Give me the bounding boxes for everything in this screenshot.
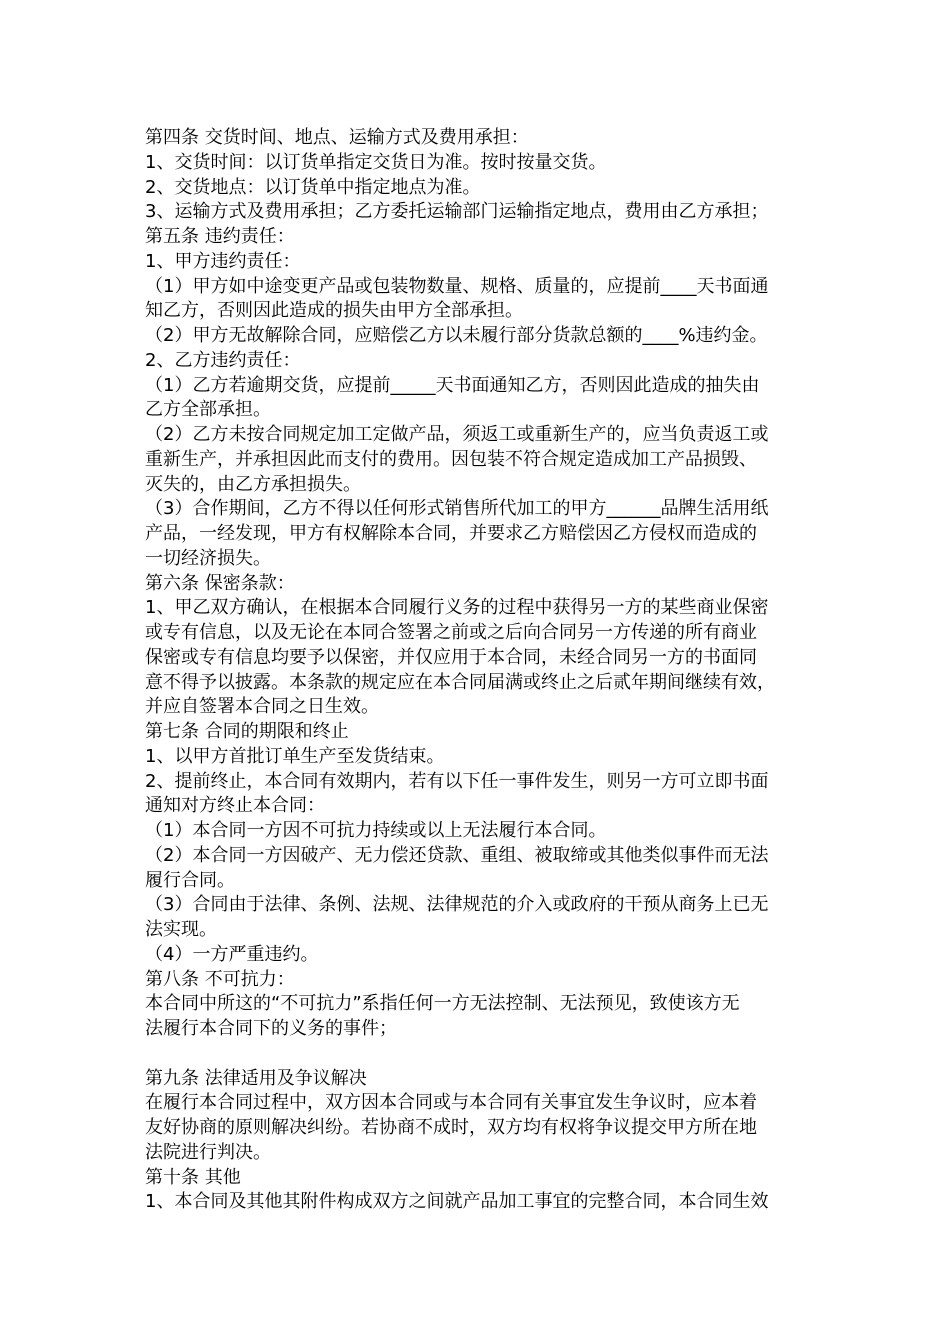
paragraph-line: （2）甲方无故解除合同，应赔偿乙方以未履行部分货款总额的____%违约金。: [145, 325, 768, 346]
paragraph-line: （2）乙方未按合同规定加工定做产品，须返工或重新生产的，应当负责返工或: [145, 424, 769, 445]
paragraph-line: （3）合同由于法律、条例、法规、法律规范的介入或政府的干预从商务上已无: [145, 894, 769, 916]
heading-article-8: 第八条 不可抗力：: [145, 968, 295, 990]
document-body: [145, 126, 820, 1215]
heading-article-10: 第十条 其他: [145, 1166, 241, 1188]
paragraph-line: 友好协商的原则解决纠纷。若协商不成时，双方均有权将争议提交甲方所在地: [145, 1117, 757, 1138]
paragraph-line: （3）合作期间，乙方不得以任何形式销售所代加工的甲方______品牌生活用纸: [145, 498, 769, 520]
paragraph-line: （1）甲方如中途变更产品或包装物数量、规格、质量的，应提前____天书面通: [145, 275, 769, 297]
paragraph-line: 并应自签署本合同之日生效。: [145, 696, 379, 718]
paragraph-line: 产品，一经发现，甲方有权解除本合同，并要求乙方赔偿因乙方侵权而造成的: [145, 523, 757, 544]
paragraph-line: 2、乙方违约责任：: [145, 349, 301, 371]
paragraph-line: 在履行本合同过程中，双方因本合同或与本合同有关事宜发生争议时，应本着: [145, 1092, 757, 1114]
paragraph-line: 一切经济损失。: [145, 547, 271, 569]
paragraph-line: 1、本合同及其他其附件构成双方之间就产品加工事宜的完整合同，本合同生效: [145, 1191, 769, 1213]
paragraph-line: 2、提前终止，本合同有效期内，若有以下任一事件发生，则另一方可立即书面: [145, 770, 769, 792]
paragraph-line: 履行合同。: [145, 869, 235, 891]
paragraph-line: （1）乙方若逾期交货，应提前_____天书面通知乙方，否则因此造成的抽失由: [145, 374, 760, 396]
heading-article-6: 第六条 保密条款：: [145, 572, 295, 594]
heading-article-4: 第四条 交货时间、地点、运输方式及费用承担：: [145, 127, 529, 148]
paragraph-line: 知乙方，否则因此造成的损失由甲方全部承担。: [145, 300, 523, 322]
paragraph-line: 1、甲方违约责任：: [145, 250, 301, 272]
paragraph-line: 法履行本合同下的义务的事件；: [145, 1018, 397, 1039]
paragraph-line: 法院进行判决。: [145, 1141, 271, 1163]
paragraph-line: （1）本合同一方因不可抗力持续或以上无法履行本合同。: [145, 820, 607, 841]
paragraph-line: 1、以甲方首批订单生产至发货结束。: [145, 745, 445, 767]
heading-article-9: 第九条 法律适用及争议解决: [145, 1067, 367, 1089]
heading-article-7: 第七条 合同的期限和终止: [145, 721, 349, 742]
paragraph-line: 重新生产，并承担因此而支付的费用。因包装不符合规定造成加工产品损毁、: [145, 448, 757, 470]
blank-line: [145, 1042, 820, 1067]
paragraph-line: 1、交货时间：以订货单指定交货日为准。按时按量交货。: [145, 151, 607, 173]
paragraph-line: 灭失的，由乙方承担损失。: [145, 473, 361, 495]
paragraph-line: 意不得予以披露。本条款的规定应在本合同届满或终止之后贰年期间继续有效，: [145, 671, 775, 693]
paragraph-line: 3、运输方式及费用承担；乙方委托运输部门运输指定地点，费用由乙方承担；: [145, 201, 769, 223]
paragraph-line: 或专有信息，以及无论在本同合签署之前或之后向合同另一方传递的所有商业: [145, 622, 757, 643]
paragraph-line: （4）一方严重违约。: [145, 943, 319, 965]
paragraph-line: 1、甲乙双方确认，在根据本合同履行义务的过程中获得另一方的某些商业保密: [145, 597, 769, 619]
paragraph-line: 2、交货地点：以订货单中指定地点为准。: [145, 176, 481, 198]
paragraph-line: 乙方全部承担。: [145, 399, 271, 421]
paragraph-line: 保密或专有信息均要予以保密，并仅应用于本合同，未经合同另一方的书面同: [145, 646, 757, 668]
paragraph-line: 通知对方终止本合同：: [145, 795, 325, 817]
paragraph-line: 法实现。: [145, 919, 217, 940]
paragraph-line: 本合同中所这的“不可抗力”系指任何一方无法控制、无法预见，致使该方无: [145, 993, 740, 1015]
heading-article-5: 第五条 违约责任：: [145, 226, 295, 247]
paragraph-line: （2）本合同一方因破产、无力偿还贷款、重组、被取缔或其他类似事件而无法: [145, 844, 769, 866]
